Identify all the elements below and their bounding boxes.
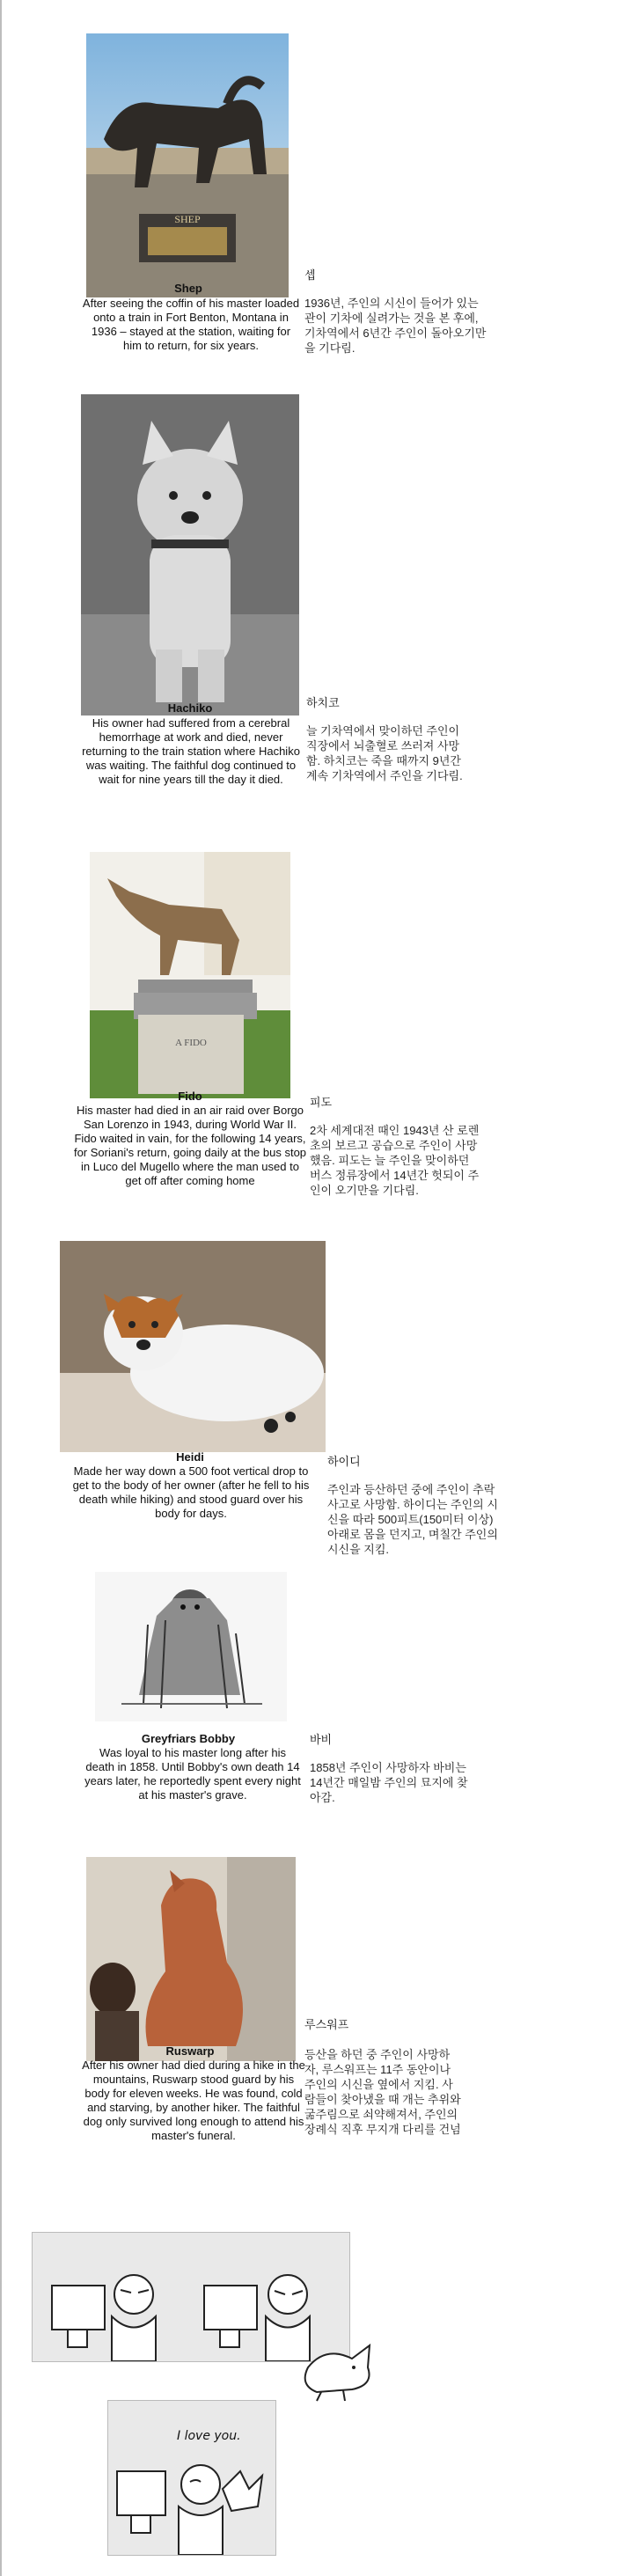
- fido-caption-text: His master had died in an air raid over Borgo San Lorenzo in 1943, during World War II. Fido waited in vain, for the following 14 years, for Soriani's return, going daily at the bus stop in Luco del Mugello where the man used to get off after coming home: [73, 1104, 307, 1187]
- heidi-korean-title: 하이디: [327, 1455, 361, 1468]
- greyfriars-bobby-korean-title: 바비: [310, 1733, 333, 1746]
- comic-speech-text: I love you.: [177, 2429, 241, 2443]
- hachiko-korean-title: 하치코: [306, 696, 340, 709]
- hachiko-caption-text: His owner had suffered from a cerebral hemorrhage at work and died, never returning to the train station where Hachiko was waiting. The faithful dog continued to wait for nine years till the day it died.: [82, 716, 300, 786]
- greyfriars-bobby-caption-text: Was loyal to his master long after his death in 1858. Until Bobby's own death 14 years later, he reportedly spent every night at his master's grave.: [84, 1746, 301, 1802]
- ruswarp-korean-title: 루스워프: [304, 2018, 349, 2031]
- greyfriars-bobby-photo: [95, 1572, 287, 1721]
- hachiko-caption-title: Hachiko: [167, 701, 213, 715]
- shep-caption-title: Shep: [174, 282, 202, 295]
- hachiko-korean-text: 늘 기차역에서 맞이하던 주인이 직장에서 뇌출혈로 쓰러져 사망함. 하치코는 죽을 때까지 9년간 계속 기차역에서 주인을 기다림.: [306, 724, 463, 782]
- shep-korean-title: 셉: [304, 268, 316, 282]
- heidi-photo: [60, 1241, 326, 1452]
- heidi-korean-text: 주인과 등산하던 중에 주인이 추락 사고로 사망함. 하이디는 주인의 시신을 따라 500피트(150미터 이상) 아래로 몸을 던지고, 며칠간 주인의 시신을 지킴.: [327, 1483, 498, 1556]
- fido-plaque-text: A FIDO: [175, 1038, 207, 1048]
- fido-korean-title: 피도: [310, 1096, 333, 1109]
- page-left-border: [0, 0, 2, 2576]
- ruswarp-photo: [86, 1857, 296, 2061]
- heidi-caption-title: Heidi: [176, 1450, 204, 1464]
- ruswarp-caption-text: After his owner had died during a hike in the mountains, Ruswarp stood guard by his body for eleven weeks. He was found, cold and starving, by another hiker. The faithful dog only survived long enough to attend his master's funeral.: [82, 2059, 305, 2142]
- shep-plaque-text: SHEP: [174, 213, 201, 225]
- shep-photo: [86, 33, 289, 297]
- fido-caption-title: Fido: [178, 1090, 202, 1103]
- comic-dog-outside: [290, 2332, 387, 2403]
- fido-korean-text: 2차 세계대전 때인 1943년 산 로렌초의 보르고 공습으로 주인이 사망했음. 피도는 늘 주인을 맞이하던 버스 정류장에서 14년간 헛되이 주인이 오기만을 기다림.: [310, 1124, 480, 1197]
- fido-photo: [90, 852, 290, 1098]
- greyfriars-bobby-caption-title: Greyfriars Bobby: [141, 1732, 236, 1745]
- shep-caption-text: After seeing the coffin of his master loaded onto a train in Fort Benton, Montana in 1936 – stayed at the station, waiting for him to return, for six years.: [82, 297, 300, 352]
- shep-korean-text: 1936년, 주인의 시신이 들어가 있는 관이 기차에 실려가는 것을 본 후에, 기차역에서 6년간 주인이 돌아오기만을 기다림.: [304, 297, 487, 355]
- ruswarp-caption-title: Ruswarp: [165, 2044, 215, 2058]
- comic-panel-2: [107, 2400, 276, 2556]
- heidi-caption-text: Made her way down a 500 foot vertical drop to get to the body of her owner (after he fell to his death while hiking) and stood guard over his body for days.: [72, 1464, 310, 1520]
- hachiko-photo: [81, 394, 299, 716]
- greyfriars-bobby-korean-text: 1858년 주인이 사망하자 바비는 14년간 매일밤 주인의 묘지에 찾아감.: [310, 1761, 468, 1804]
- ruswarp-korean-text: 등산을 하던 중 주인이 사망하자, 루스워프는 11주 동안이나 주인의 시신을 옆에서 지킴. 사람들이 찾아냈을 때 개는 추위와 굶주림으로 쇠약해져서, 주인의 장례식 직후 무지개 다리를 건넘: [304, 2048, 461, 2136]
